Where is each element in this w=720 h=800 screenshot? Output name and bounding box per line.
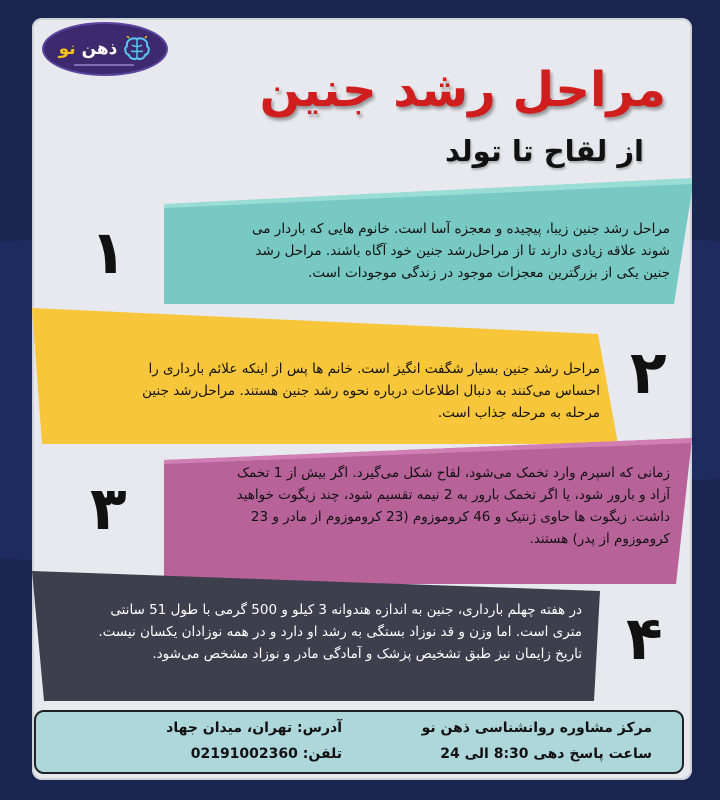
section-1-line: جنین یکی از بزرگترین معجزات موجود در زندگی موجودات است. — [308, 265, 670, 281]
section-2-line: احساس می‌کنند به دنبال اطلاعات درباره نحوه رشد جنین هستند. مراحل‌رشد جنین — [142, 383, 600, 399]
section-3-line: آزاد و بارور شود، یا اگر تخمک بارور به 2 نیمه تقسیم شود، چند زیگوت خواهید — [236, 487, 670, 503]
section-4-panel — [32, 571, 600, 701]
infographic-card — [32, 18, 692, 780]
section-3-panel — [164, 438, 692, 584]
center-name: مرکز مشاوره روانشناسی ذهن نو — [421, 720, 652, 736]
section-2-line: مرحله به مرحله جذاب است. — [437, 405, 600, 421]
section-number-3: ۳ — [90, 474, 127, 544]
section-3-line: کروموزوم از پدر) هستند. — [529, 531, 670, 547]
logo-underline — [74, 64, 134, 66]
page-subtitle: از لقاح تا تولد — [445, 134, 644, 168]
section-1-line: مراحل رشد جنین زیبا، پیچیده و معجزه آسا است. خانوم هایی که باردار می — [252, 221, 670, 237]
logo-text: ذهن نو — [58, 39, 118, 59]
address-text: آدرس: تهران، میدان جهاد — [166, 720, 342, 736]
section-4-line: متری است. اما وزن و قد نوزاد بستگی به رشد او دارد و در همه نوزادان یکسان نیست. — [98, 624, 582, 640]
section-3-line: داشت. زیگوت ها حاوی ژنتیک و 46 کروموزوم (23 کروموزوم از مادر و 23 — [250, 509, 670, 525]
section-2-line: مراحل رشد جنین بسیار شگفت انگیز است. خانم ها پس از اینکه علائم بارداری را — [148, 361, 600, 377]
section-3-line: زمانی که اسپرم وارد تخمک می‌شود، لقاح شکل می‌گیرد. اگر بیش از 1 تخمک — [237, 465, 670, 481]
section-number-4: ۴ — [626, 604, 663, 674]
section-number-1: ۱ — [90, 218, 127, 288]
section-1-panel — [164, 178, 692, 304]
response-hours: ساعت پاسخ دهی 8:30 الی 24 — [440, 746, 652, 762]
section-4-line: تاریخ زایمان نیز طبق تشخیص پزشک و آمادگی مادر و نوزاد مشخص می‌شود. — [152, 646, 582, 662]
brand-logo[interactable] — [44, 24, 166, 74]
section-2-panel — [32, 308, 618, 444]
brain-icon — [123, 36, 151, 62]
section-1-line: شوند علاقه زیادی دارند تا از مراحل‌رشد جنین خود آگاه باشند. مراحل رشد — [255, 243, 670, 259]
section-4-line: در هفته چهلم بارداری، جنین به اندازه هندوانه 3 کیلو و 500 گرمی با طول 51 سانتی — [110, 602, 582, 618]
contact-footer — [34, 710, 684, 774]
phone-number[interactable]: تلفن: 02191002360 — [190, 746, 342, 762]
page-title: مراحل رشد جنین — [259, 62, 666, 118]
section-number-2: ۲ — [630, 338, 667, 408]
